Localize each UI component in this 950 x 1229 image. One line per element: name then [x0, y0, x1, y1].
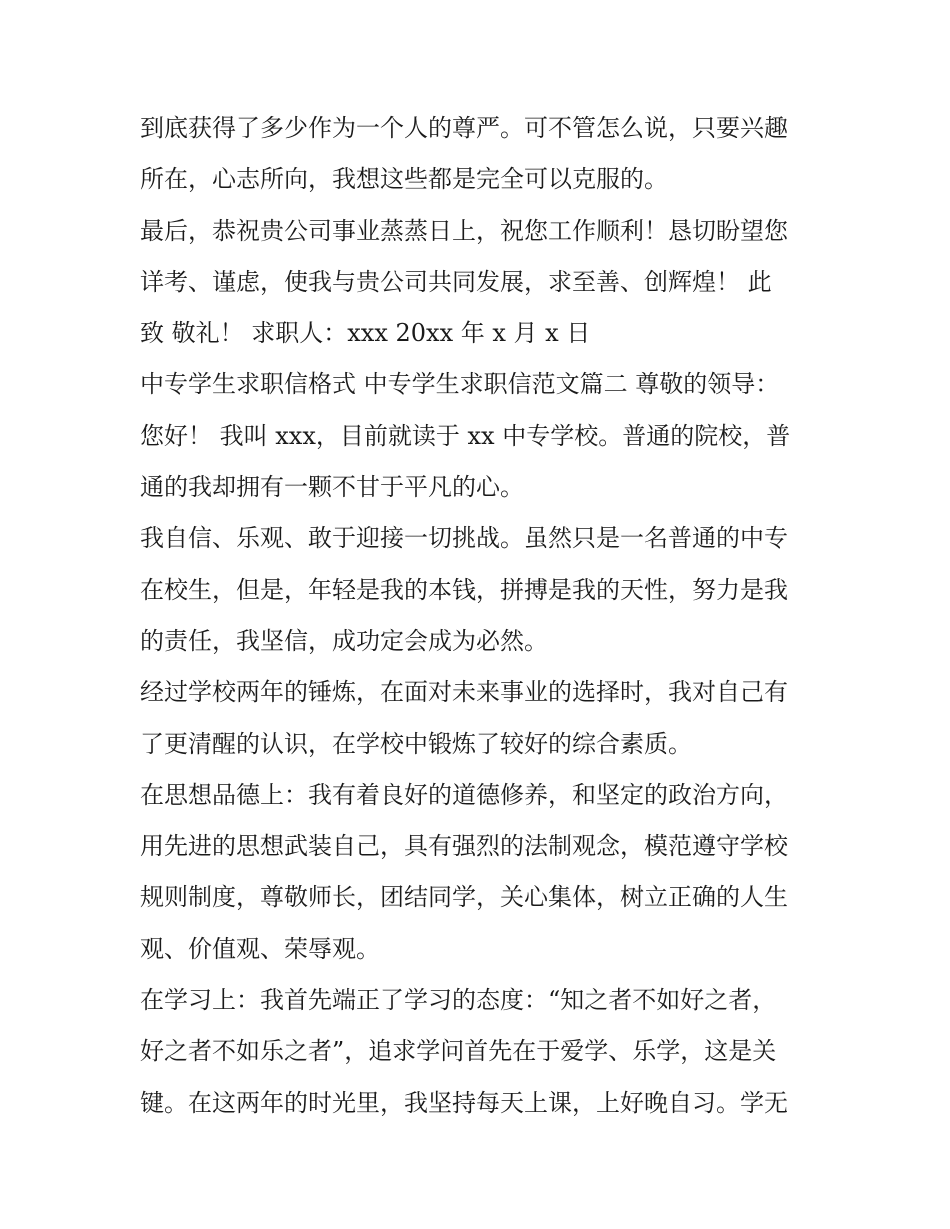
text-line: 的责任，我坚信，成功定会成为必然。 [140, 626, 548, 655]
text-line: 通的我却拥有一颗不甘于平凡的心。 [140, 473, 524, 502]
text-line: 键。在这两年的时光里，我坚持每天上课，上好晚自习。学无 [140, 1088, 788, 1117]
text-line: 规则制度，尊敬师长，团结同学，关心集体，树立正确的人生 [140, 883, 788, 912]
text-line: 观、价值观、荣辱观。 [140, 934, 380, 963]
text-line: 最后，恭祝贵公司事业蒸蒸日上，祝您工作顺利！恳切盼望您 [140, 216, 788, 245]
text-line: 详考、谨虑，使我与贵公司共同发展，求至善、创辉煌！ 此 [140, 267, 772, 296]
text-line: 所在，心志所向，我想这些都是完全可以克服的。 [140, 165, 668, 194]
text-line: 我自信、乐观、敢于迎接一切挑战。虽然只是一名普通的中专 [140, 524, 788, 553]
text-line: 了更清醒的认识，在学校中锻炼了较好的综合素质。 [140, 729, 692, 758]
text-line: 中专学生求职信格式 中专学生求职信范文篇二 尊敬的领导： [140, 370, 780, 399]
text-line: 在校生，但是，年轻是我的本钱，拼搏是我的天性，努力是我 [140, 575, 788, 604]
letter-body [140, 103, 830, 1129]
text-line: 用先进的思想武装自己，具有强烈的法制观念，模范遵守学校 [140, 832, 788, 861]
text-line: 您好！ 我叫 xxx，目前就读于 xx 中专学校。普通的院校，普 [140, 421, 791, 450]
text-line: 好之者不如乐之者”，追求学问首先在于爱学、乐学，这是关 [140, 1037, 777, 1066]
text-line: 在学习上：我首先端正了学习的态度：“知之者不如好之者， [140, 986, 777, 1015]
text-line: 在思想品德上：我有着良好的道德修养，和坚定的政治方向， [140, 780, 788, 809]
text-line: 经过学校两年的锤炼，在面对未来事业的选择时，我对自己有 [140, 678, 788, 707]
text-line: 到底获得了多少作为一个人的尊严。可不管怎么说，只要兴趣 [140, 114, 788, 142]
text-line: 致 敬礼！ 求职人：xxx 20xx 年 x 月 x 日 [140, 319, 591, 348]
